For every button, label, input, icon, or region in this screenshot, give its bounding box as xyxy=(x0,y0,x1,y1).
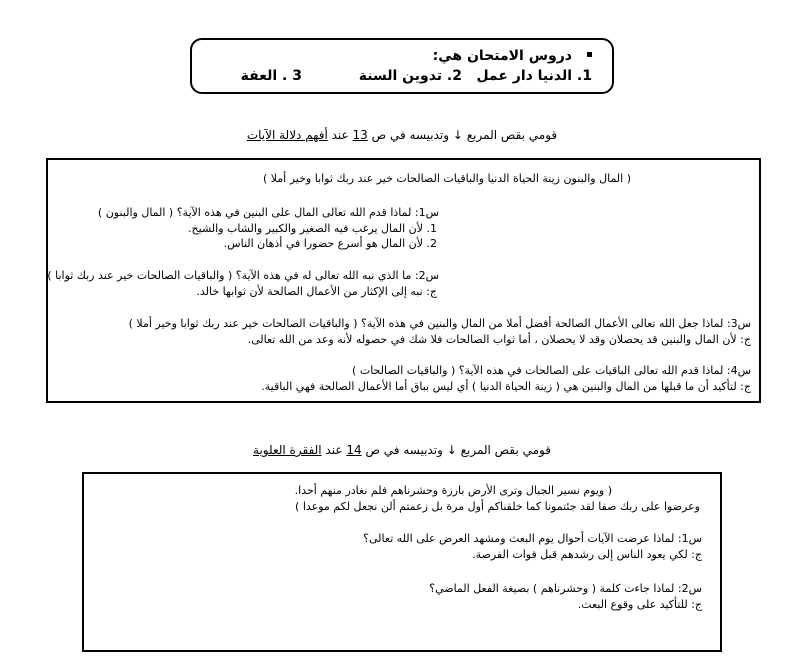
answer: 2. لأن المال هو أسرع حضورا في أذهان الناس. xyxy=(223,237,437,250)
instruction-text: وتدبيسه في ص xyxy=(371,128,450,142)
down-arrow-icon: ↓ xyxy=(446,443,457,457)
verse-text: وعرضوا على ربك صفا لقد جئتمونا كما خلقناكم أول مرة بل زعمتم ألن نجعل لكم موعدا ) xyxy=(295,500,700,513)
exam-lessons-title: دروس الامتحان هي: xyxy=(432,48,572,64)
answer: ج: لتأكيد أن ما قبلها من المال والبنين هي ( زينة الحياة الدنيا ) أي ليس بباق أما الأعمال الصالحة فهي الباقية. xyxy=(261,380,751,393)
cut-instruction xyxy=(190,128,614,142)
answer: ج: لأن المال والبنين قد يحصلان وقد لا يحصلان ، أما ثواب الصالحات فلا شك في حصوله لأنه وعد من الله تعالى. xyxy=(247,333,751,346)
instruction-target: أفهم دلالة الآيات xyxy=(246,128,328,142)
instruction-text: عند xyxy=(331,128,349,142)
question: س4: لماذا قدم الله تعالى الباقيات على الصالحات في هذه الآية؟ ( والباقيات الصالحات ) xyxy=(352,364,751,377)
page-number: 14 xyxy=(346,443,362,457)
verse-text: ( المال والبنون زينة الحياة الدنيا والباقيات الصالحات خير عند ربك ثوابا وخير أملا ) xyxy=(262,172,631,185)
answer: 1. لأن المال يرغب فيه الصغير والكبير والشاب والشيخ. xyxy=(188,222,437,235)
lesson-item: 2. تدوين السنة xyxy=(358,68,462,84)
cut-box-2 xyxy=(82,472,722,652)
question: س2: لماذا جاءت كلمة ( وحشرناهم ) بصيغة الفعل الماضي؟ xyxy=(429,582,702,595)
exam-lessons-box xyxy=(190,38,614,94)
down-arrow-icon: ↓ xyxy=(452,128,463,142)
instruction-target: الفقرة العلوية xyxy=(253,443,322,457)
question: س3: لماذا جعل الله تعالى الأعمال الصالحة أفضل أملا من المال والبنين في هذه الآية؟ ( والباقيات الصالحات خير عند ربك ثوابا وخير أملا ) xyxy=(128,317,751,330)
question: س1: لماذا قدم الله تعالى المال على البنين في هذه الآية؟ ( المال والبنون ) xyxy=(97,206,439,219)
instruction-text: قومي بقص المربع xyxy=(460,443,551,457)
instruction-text: وتدبيسه في ص xyxy=(365,443,443,457)
verse-text: ( ويوم نسير الجبال وترى الأرض بارزة وحشرناهم فلم نغادر منهم أحدا. xyxy=(294,484,612,497)
bullet-icon xyxy=(587,52,592,57)
question: س2: ما الذي نبه الله تعالى له في هذه الآية؟ ( والباقيات الصالحات خير عند ربك ثوابا ) xyxy=(47,269,439,282)
instruction-text: قومي بقص المربع xyxy=(466,128,558,142)
lesson-item: 1. الدنيا دار عمل xyxy=(476,68,592,84)
answer: ج: للتأكيد على وقوع البعث. xyxy=(577,598,702,611)
cut-box-1 xyxy=(46,158,761,403)
question: س1: لماذا عرضت الآيات أحوال يوم البعث ومشهد العرض على الله تعالى؟ xyxy=(363,532,702,545)
lesson-item: 3 . العفة xyxy=(240,68,302,84)
cut-instruction xyxy=(190,443,614,457)
instruction-text: عند xyxy=(325,443,343,457)
answer: ج: لكي يعود الناس إلى رشدهم قبل فوات الفرصة. xyxy=(472,548,702,561)
page-number: 13 xyxy=(352,128,368,142)
answer: ج: نبه إلى الإكثار من الأعمال الصالحة لأن ثوابها خالد. xyxy=(196,285,437,298)
